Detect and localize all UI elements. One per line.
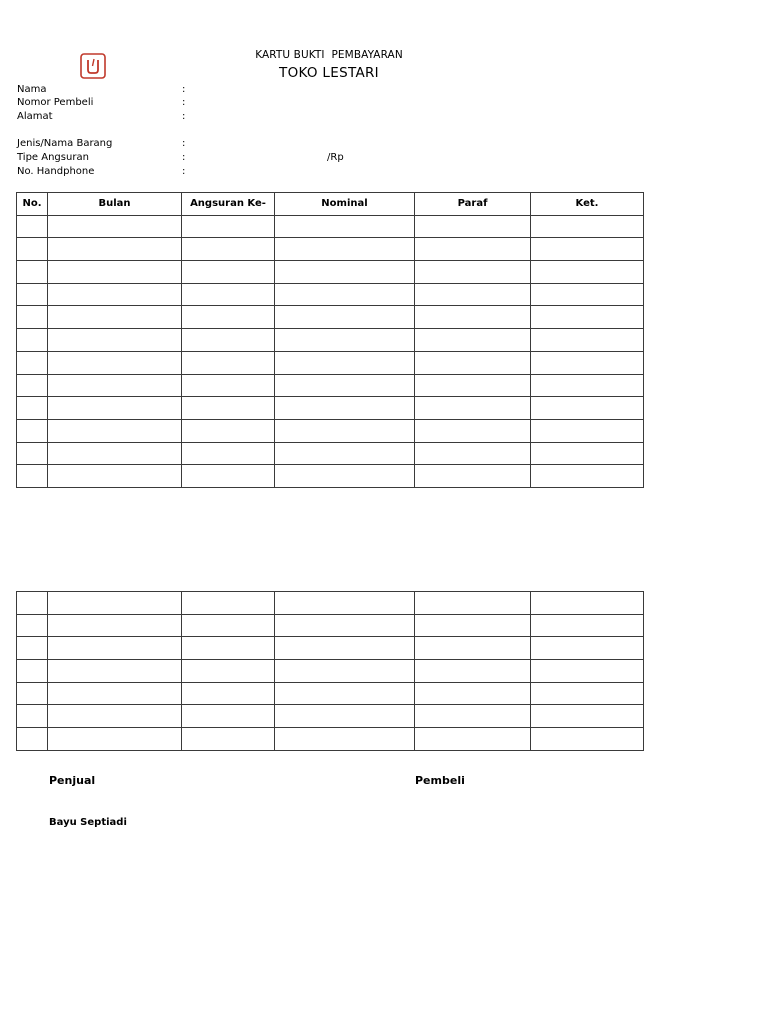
table-row [17,442,644,465]
table-cell [48,637,182,660]
table-row [17,682,644,705]
table-cell [17,592,48,615]
table-cell [182,465,275,488]
table-row [17,419,644,442]
table-cell [17,238,48,261]
table-cell [531,442,644,465]
table-cell [531,238,644,261]
field-label-jenis-barang: Jenis/Nama Barang [17,138,113,149]
table-cell [17,614,48,637]
table-cell [415,329,531,352]
table-cell [182,637,275,660]
table-cell [531,419,644,442]
field-colon: : [182,138,186,149]
table-cell [531,637,644,660]
table-cell [182,660,275,683]
table-row [17,728,644,751]
table-cell [275,592,415,615]
payment-table [16,192,644,488]
field-colon: : [182,152,186,163]
table-cell [415,351,531,374]
table-cell [182,705,275,728]
table-cell [182,442,275,465]
table-cell [48,306,182,329]
seller-name: Bayu Septiadi [49,817,127,828]
field-label-alamat: Alamat [17,111,53,122]
table-cell [415,465,531,488]
table-cell [531,705,644,728]
table-cell [531,728,644,751]
table-cell [48,465,182,488]
store-title: TOKO LESTARI [279,65,379,81]
table-cell [415,374,531,397]
table-row [17,465,644,488]
table-row [17,238,644,261]
table-cell [415,592,531,615]
header-paraf: Paraf [415,193,531,216]
table-cell [182,592,275,615]
table-cell [48,705,182,728]
table-cell [275,215,415,238]
table-cell [531,660,644,683]
table-row [17,261,644,284]
table-cell [275,261,415,284]
table-cell [531,465,644,488]
field-colon: : [182,166,186,177]
table-cell [415,682,531,705]
table-cell [531,351,644,374]
table-cell [415,397,531,420]
table-cell [415,261,531,284]
table-cell [182,374,275,397]
table-row [17,614,644,637]
table-cell [531,306,644,329]
seller-label: Penjual [49,774,96,787]
table-cell [182,306,275,329]
table-cell [415,728,531,751]
table-cell [17,728,48,751]
table-row [17,329,644,352]
table-cell [182,261,275,284]
table-cell [182,215,275,238]
table-cell [275,397,415,420]
table-cell [531,614,644,637]
table-cell [415,306,531,329]
table-cell [48,442,182,465]
table-cell [415,705,531,728]
header-no: No. [17,193,48,216]
table-cell [531,374,644,397]
table-row [17,660,644,683]
currency-marker: /Rp [327,152,344,163]
table-cell [275,238,415,261]
table-cell [415,637,531,660]
table-cell [17,283,48,306]
table-cell [48,374,182,397]
table-cell [48,397,182,420]
table-cell [17,397,48,420]
table-cell [415,238,531,261]
table-cell [17,465,48,488]
field-label-nomor-pembeli: Nomor Pembeli [17,97,94,108]
table-cell [275,614,415,637]
table-cell [275,283,415,306]
table-cell [275,374,415,397]
table-cell [17,261,48,284]
table-cell [17,682,48,705]
field-label-tipe-angsuran: Tipe Angsuran [17,152,89,163]
table-cell [531,215,644,238]
payment-table-continued [16,591,644,751]
table-cell [48,728,182,751]
table-cell [17,419,48,442]
table-cell [182,351,275,374]
table-cell [182,238,275,261]
table-cell [182,614,275,637]
buyer-label: Pembeli [415,774,465,787]
table-cell [48,283,182,306]
header-angsuran-ke: Angsuran Ke- [182,193,275,216]
table-cell [275,329,415,352]
table-row [17,283,644,306]
table-cell [275,637,415,660]
table-cell [17,329,48,352]
table-cell [415,660,531,683]
table-cell [275,728,415,751]
table-cell [415,215,531,238]
table-cell [182,682,275,705]
table-cell [48,614,182,637]
table-row [17,374,644,397]
table-cell [415,419,531,442]
table-cell [275,306,415,329]
table-cell [48,660,182,683]
table-cell [182,728,275,751]
table-cell [531,283,644,306]
table-cell [48,329,182,352]
table-cell [275,419,415,442]
header-bulan: Bulan [48,193,182,216]
table-cell [275,660,415,683]
table-cell [415,283,531,306]
table-cell [17,705,48,728]
table-cell [17,637,48,660]
table-cell [275,442,415,465]
table-cell [17,374,48,397]
field-colon: : [182,84,186,95]
table-cell [182,419,275,442]
table-row [17,592,644,615]
table-row [17,351,644,374]
table-cell [275,351,415,374]
field-label-nama: Nama [17,84,47,95]
table-cell [17,306,48,329]
table-cell [48,419,182,442]
field-colon: : [182,111,186,122]
document-subtitle: KARTU BUKTI PEMBAYARAN [255,49,403,61]
table-cell [48,238,182,261]
table-cell [182,283,275,306]
table-cell [48,261,182,284]
table-cell [531,592,644,615]
table-row [17,306,644,329]
table-cell [17,215,48,238]
table-cell [415,442,531,465]
table-header-row [17,193,644,216]
table-cell [415,614,531,637]
table-cell [17,351,48,374]
table-cell [531,261,644,284]
table-cell [531,682,644,705]
table-cell [182,329,275,352]
table-cell [275,682,415,705]
table-row [17,705,644,728]
table-cell [17,660,48,683]
table-cell [17,442,48,465]
table-cell [531,397,644,420]
table-cell [48,592,182,615]
table-row [17,397,644,420]
table-row [17,215,644,238]
table-cell [275,465,415,488]
table-row [17,637,644,660]
field-colon: : [182,97,186,108]
table-cell [48,215,182,238]
table-cell [48,351,182,374]
header-ket: Ket. [531,193,644,216]
table-cell [275,705,415,728]
table-cell [182,397,275,420]
table-cell [531,329,644,352]
table-cell [48,682,182,705]
field-label-no-handphone: No. Handphone [17,166,95,177]
header-nominal: Nominal [275,193,415,216]
